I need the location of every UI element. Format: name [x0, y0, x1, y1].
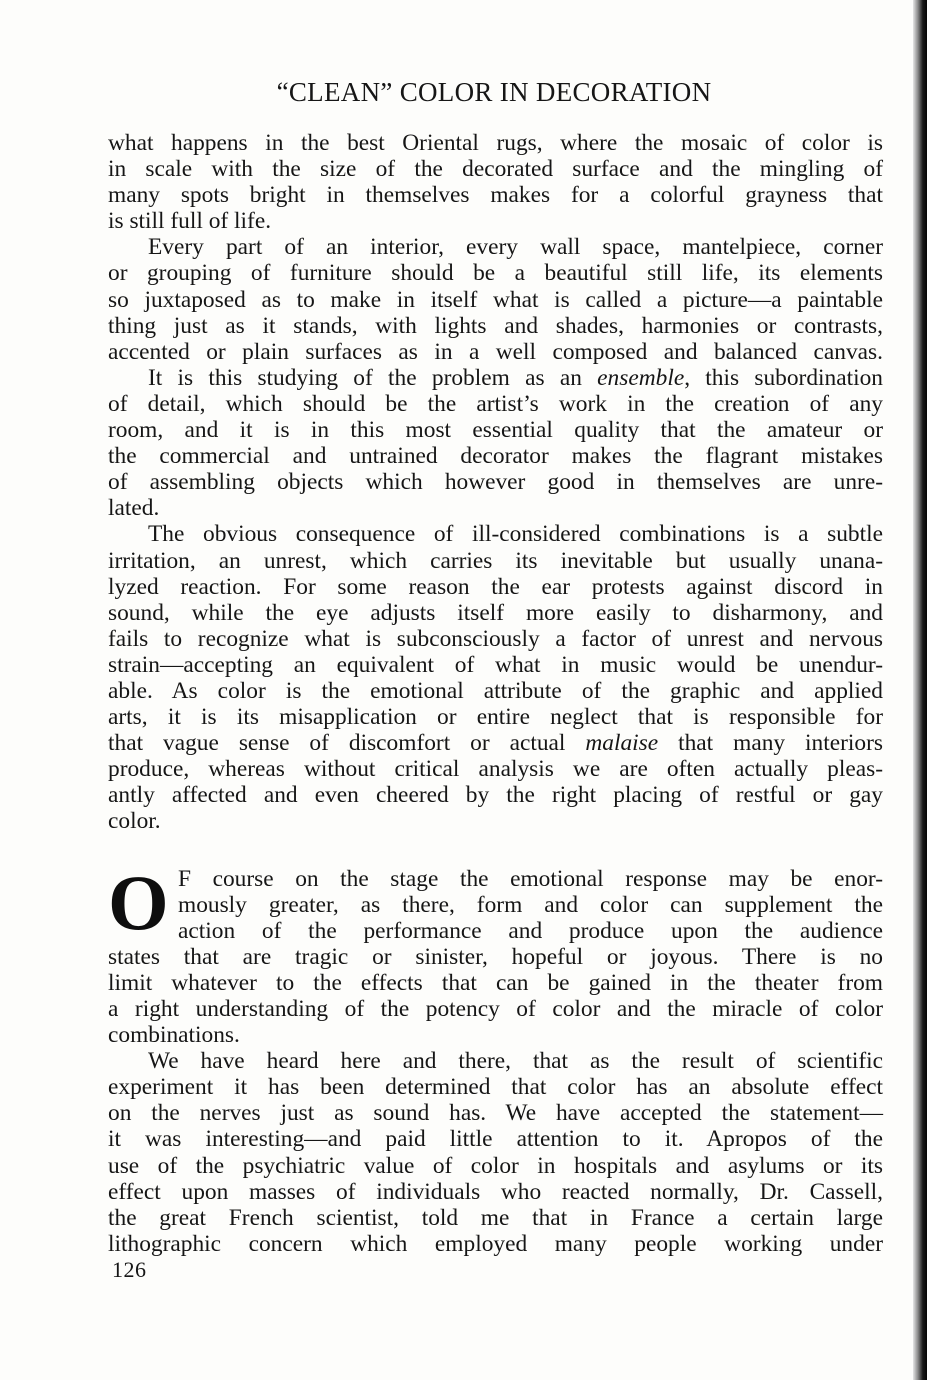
paragraph	[108, 130, 883, 234]
text-line: many spots bright in themselves makes for a colorful grayness that	[108, 182, 883, 209]
text-line: color.	[108, 808, 161, 835]
running-head: “CLEAN” COLOR IN DECORATION	[276, 77, 712, 107]
text-line: that vague sense of discomfort or actual malaise that many interiors	[108, 730, 883, 757]
text-line: antly affected and even cheered by the right placing of restful or gay	[108, 782, 883, 809]
text-line: combinations.	[108, 1022, 240, 1049]
text-line: fails to recognize what is subconsciously a factor of unrest and nervous	[108, 625, 883, 652]
text-line: a right understanding of the potency of color and the miracle of color	[108, 996, 883, 1022]
text-line: use of the psychiatric value of color in hospitals and asylums or its	[108, 1152, 883, 1179]
drop-cap: O	[108, 858, 169, 946]
page-number: 126	[112, 1257, 147, 1282]
text-line: arts, it is its misapplication or entire neglect that is responsible for	[108, 704, 883, 731]
text-line: states that are tragic or sinister, hopeful or joyous. There is no	[108, 943, 883, 970]
paragraph-with-drop-cap	[108, 858, 883, 1049]
paragraph	[108, 521, 883, 834]
text-line: thing just as it stands, with lights and shades, harmonies or contrasts,	[108, 312, 883, 339]
text-line: the great French scientist, told me that in France a certain large	[108, 1204, 883, 1231]
section-break	[108, 835, 883, 866]
text-line: in scale with the size of the decorated surface and the mingling of	[108, 156, 883, 183]
italic-word: malaise	[585, 730, 659, 757]
text-line: or grouping of furniture should be a beautiful still life, its elements	[108, 260, 883, 287]
text-line: lyzed reaction. For some reason the ear protests against discord in	[108, 573, 883, 600]
text-line: mously greater, as there, form and color can supplement the	[178, 891, 883, 918]
text-line: strain—accepting an equivalent of what in music would be unendur-	[108, 651, 883, 678]
italic-word: ensemble	[597, 364, 685, 391]
text-line: produce, whereas without critical analysis we are often actually pleas-	[108, 756, 883, 783]
text-line: able. As color is the emotional attribute of the graphic and applied	[108, 677, 883, 704]
text-line: accented or plain surfaces as in a well composed and balanced canvas.	[108, 338, 883, 365]
text-line: experiment it has been determined that color has an absolute effect	[108, 1074, 883, 1101]
text-line: on the nerves just as sound has. We have accepted the statement—	[108, 1100, 883, 1127]
text-line: of assembling objects which however good in themselves are unre-	[108, 469, 883, 496]
text-line: effect upon masses of individuals who reacted normally, Dr. Cassell,	[108, 1178, 883, 1205]
paragraph	[108, 365, 883, 522]
text-line: Every part of an interior, every wall space, mantelpiece, corner	[148, 234, 883, 261]
text-line: The obvious consequence of ill-considered combinations is a subtle	[148, 521, 883, 548]
text-line: F course on the stage the emotional response may be enor-	[178, 865, 883, 892]
text-line: what happens in the best Oriental rugs, where the mosaic of color is	[108, 130, 883, 156]
text-line: the commercial and untrained decorator makes the flagrant mistakes	[108, 443, 883, 470]
text-line: of detail, which should be the artist’s work in the creation of any	[108, 390, 883, 417]
text-line: sound, while the eye adjusts itself more easily to disharmony, and	[108, 599, 883, 626]
text-line: it was interesting—and paid little attention to it. Apropos of the	[108, 1126, 883, 1153]
text-line: irritation, an unrest, which carries its inevitable but usually unana-	[108, 547, 883, 574]
text-line: so juxtaposed as to make in itself what is called a picture—a paintable	[108, 286, 883, 313]
text-line: room, and it is in this most essential quality that the amateur or	[108, 417, 883, 444]
paragraph	[108, 234, 883, 364]
text-line: is still full of life.	[108, 208, 272, 235]
page-binding-edge	[913, 0, 927, 1380]
text-line: action of the performance and produce upon the audience	[178, 917, 883, 944]
text-line: lithographic concern which employed many people working under	[108, 1230, 883, 1257]
text-line: It is this studying of the problem as an ensemble, this subordination	[148, 364, 883, 391]
text-line: We have heard here and there, that as the result of scientific	[148, 1048, 883, 1075]
text-line: limit whatever to the effects that can be gained in the theater from	[108, 969, 883, 996]
text-line: lated.	[108, 495, 160, 522]
body-text	[108, 130, 883, 1257]
paragraph	[108, 1048, 883, 1257]
